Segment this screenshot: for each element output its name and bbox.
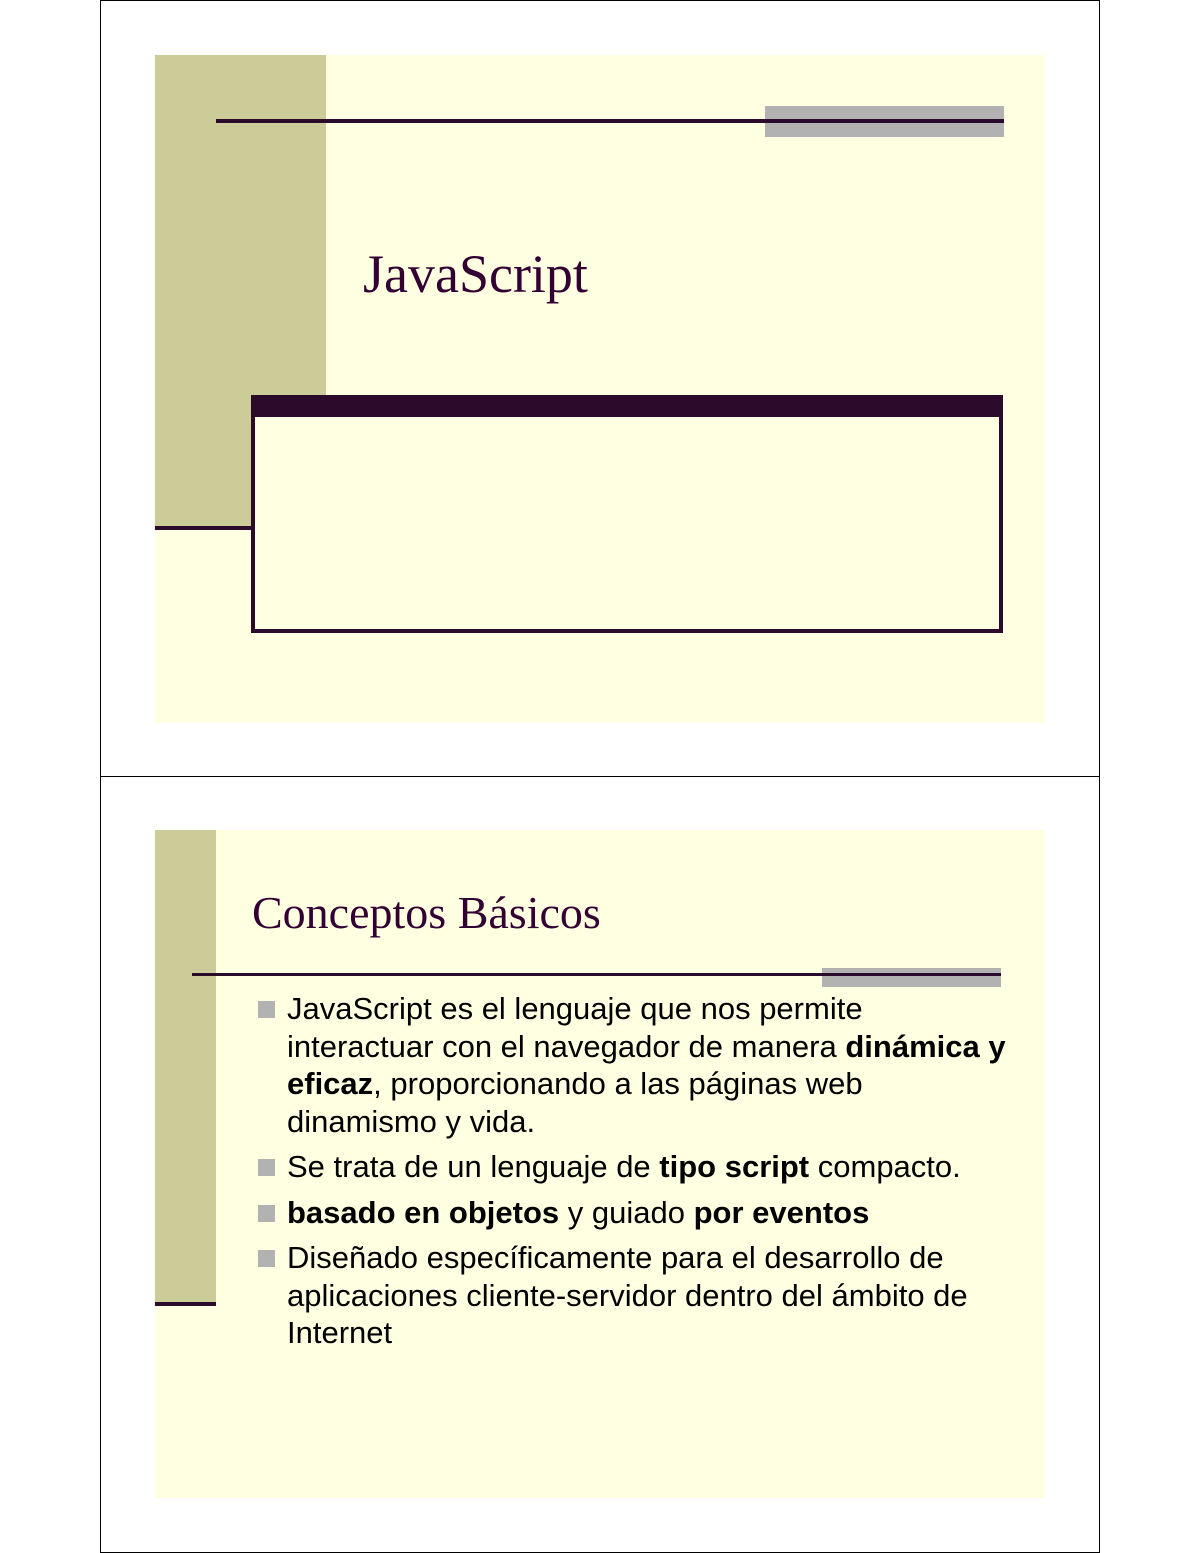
title-rule xyxy=(216,119,1004,123)
side-rule xyxy=(155,1302,216,1306)
square-bullet-icon xyxy=(258,1250,275,1267)
bullet-item: Diseñado específicamente para el desarrollo de aplicaciones cliente-servidor dentro del ámbito de Internet xyxy=(255,1239,1015,1352)
square-bullet-icon xyxy=(258,1001,275,1018)
square-bullet-icon xyxy=(258,1159,275,1176)
bullet-item: JavaScript es el lenguaje que nos permite interactuar con el navegador de manera dinámica y eficaz, proporcionando a las páginas web dinamismo y vida. xyxy=(255,990,1015,1140)
connector-rule xyxy=(155,526,255,530)
title-rule xyxy=(192,973,1001,976)
grey-accent-bar xyxy=(822,968,1001,987)
square-bullet-icon xyxy=(258,1205,275,1222)
olive-side-band xyxy=(155,830,216,1304)
subtitle-box xyxy=(251,395,1003,633)
slide-title: JavaScript xyxy=(363,244,588,304)
slide-2 xyxy=(155,830,1045,1498)
slide-title: Conceptos Básicos xyxy=(252,887,601,938)
bullet-item: basado en objetos y guiado por eventos xyxy=(255,1194,1015,1232)
slide-1 xyxy=(155,55,1045,723)
page-divider xyxy=(100,776,1100,777)
bullet-list xyxy=(255,990,1015,1360)
bullet-item: Se trata de un lenguaje de tipo script compacto. xyxy=(255,1148,1015,1186)
